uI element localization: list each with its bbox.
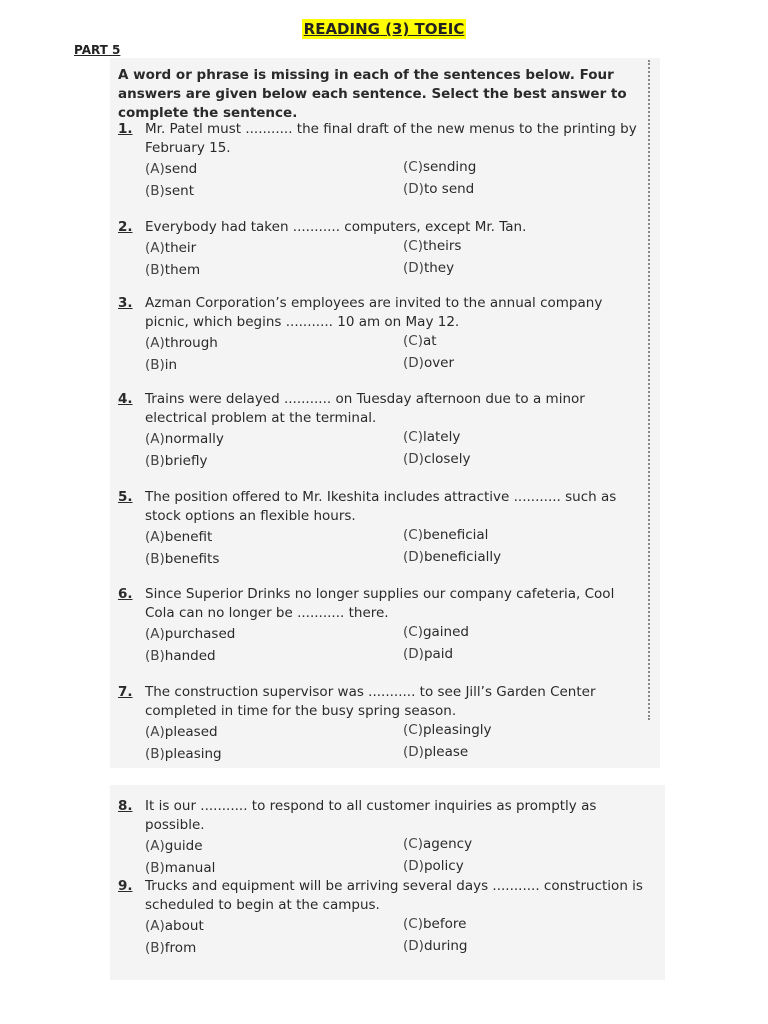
question-4	[118, 390, 648, 472]
option-letter: (C)	[403, 333, 423, 349]
option-text: agency	[422, 836, 473, 852]
option-d[interactable]	[403, 259, 454, 278]
option-a[interactable]	[145, 239, 196, 258]
option-text: send	[164, 161, 198, 177]
option-letter: (D)	[403, 549, 424, 565]
option-text: to send	[423, 181, 475, 197]
option-text: purchased	[164, 626, 236, 642]
question-text: The position offered to Mr. Ikeshita includes attractive ........... such as stock options an flexible hours.	[145, 489, 617, 524]
option-letter: (C)	[403, 527, 423, 543]
question-8	[118, 797, 648, 879]
option-text: policy	[423, 858, 464, 874]
option-b[interactable]	[145, 182, 194, 201]
question-5	[118, 488, 648, 570]
option-letter: (B)	[145, 262, 165, 278]
option-letter: (B)	[145, 648, 165, 664]
option-text: guide	[164, 838, 203, 854]
option-text: they	[423, 260, 455, 276]
question-line	[118, 120, 648, 158]
option-text: sending	[422, 159, 477, 175]
question-line	[118, 585, 648, 623]
page-edge-divider	[648, 60, 650, 720]
answer-options	[145, 158, 648, 202]
option-c[interactable]	[403, 915, 466, 934]
option-text: please	[423, 744, 469, 760]
option-d[interactable]	[403, 743, 468, 762]
question-text: Trucks and equipment will be arriving several days ........... construction is scheduled to begin at the campus.	[145, 878, 643, 913]
option-letter: (D)	[403, 451, 424, 467]
option-letter: (D)	[403, 181, 424, 197]
question-1	[118, 120, 648, 202]
option-letter: (D)	[403, 858, 424, 874]
option-text: beneficially	[423, 549, 502, 565]
question-number: 7.	[118, 684, 133, 700]
question-text: Azman Corporation’s employees are invited to the annual company picnic, which begins ........... 10 am on May 12.	[145, 295, 603, 330]
question-number: 1.	[118, 121, 133, 137]
option-letter: (A)	[145, 161, 165, 177]
option-letter: (B)	[145, 860, 165, 876]
option-letter: (C)	[403, 238, 423, 254]
option-c[interactable]	[403, 721, 492, 740]
option-text: gained	[422, 624, 469, 640]
option-a[interactable]	[145, 837, 203, 856]
question-line	[118, 877, 648, 915]
option-d[interactable]	[403, 937, 468, 956]
option-text: during	[423, 938, 468, 954]
option-letter: (B)	[145, 940, 165, 956]
option-b[interactable]	[145, 859, 215, 878]
option-d[interactable]	[403, 354, 454, 373]
option-text: paid	[423, 646, 454, 662]
option-text: pleasing	[164, 746, 222, 762]
question-text: Mr. Patel must ........... the final draft of the new menus to the printing by February 15.	[145, 121, 637, 156]
answer-options	[145, 835, 648, 879]
option-text: beneficial	[422, 527, 489, 543]
option-letter: (A)	[145, 335, 165, 351]
question-text: It is our ........... to respond to all customer inquiries as promptly as possible.	[145, 798, 597, 833]
option-text: over	[423, 355, 455, 371]
scanned-page-1	[110, 58, 660, 768]
answer-options	[145, 526, 648, 570]
option-text: them	[164, 262, 201, 278]
option-letter: (C)	[403, 722, 423, 738]
question-9	[118, 877, 648, 959]
option-text: benefits	[164, 551, 220, 567]
option-letter: (C)	[403, 916, 423, 932]
option-text: closely	[423, 451, 471, 467]
option-text: before	[422, 916, 467, 932]
option-letter: (B)	[145, 183, 165, 199]
option-a[interactable]	[145, 334, 218, 353]
question-number: 6.	[118, 586, 133, 602]
option-text: briefly	[164, 453, 208, 469]
option-a[interactable]	[145, 917, 204, 936]
option-text: lately	[422, 429, 461, 445]
option-letter: (C)	[403, 624, 423, 640]
question-3	[118, 294, 648, 376]
question-line	[118, 294, 648, 332]
option-c[interactable]	[403, 428, 460, 447]
question-line	[118, 683, 648, 721]
option-c[interactable]	[403, 237, 461, 256]
answer-options	[145, 332, 648, 376]
option-text: pleased	[164, 724, 218, 740]
question-number: 4.	[118, 391, 133, 407]
option-d[interactable]	[403, 180, 474, 199]
option-text: through	[164, 335, 218, 351]
option-a[interactable]	[145, 528, 212, 547]
question-number: 5.	[118, 489, 133, 505]
option-a[interactable]	[145, 723, 218, 742]
option-letter: (A)	[145, 838, 165, 854]
answer-options	[145, 623, 648, 667]
option-letter: (D)	[403, 646, 424, 662]
option-b[interactable]	[145, 647, 216, 666]
answer-options	[145, 237, 648, 281]
question-line	[118, 797, 648, 835]
question-text: The construction supervisor was ........... to see Jill’s Garden Center completed in time for the busy spring season.	[145, 684, 596, 719]
option-text: benefit	[164, 529, 213, 545]
option-letter: (A)	[145, 431, 165, 447]
option-a[interactable]	[145, 430, 224, 449]
option-letter: (B)	[145, 453, 165, 469]
option-c[interactable]	[403, 526, 488, 545]
question-line	[118, 488, 648, 526]
instructions: A word or phrase is missing in each of the sentences below. Four answers are given below each sentence. Select the best answer to complete the sentence.	[118, 67, 627, 121]
option-letter: (B)	[145, 746, 165, 762]
option-letter: (C)	[403, 836, 423, 852]
option-a[interactable]	[145, 625, 235, 644]
option-text: at	[422, 333, 437, 349]
option-text: pleasingly	[422, 722, 492, 738]
question-number: 9.	[118, 878, 133, 894]
option-letter: (D)	[403, 938, 424, 954]
option-text: from	[164, 940, 197, 956]
page-title: READING (3) TOEIC	[303, 20, 465, 38]
option-b[interactable]	[145, 550, 219, 569]
option-letter: (D)	[403, 260, 424, 276]
option-text: in	[164, 357, 178, 373]
option-text: normally	[164, 431, 224, 447]
option-d[interactable]	[403, 645, 453, 664]
option-text: handed	[164, 648, 216, 664]
question-text: Everybody had taken ........... computers, except Mr. Tan.	[145, 219, 527, 235]
answer-options	[145, 428, 648, 472]
question-7	[118, 683, 648, 765]
option-letter: (A)	[145, 724, 165, 740]
question-text: Since Superior Drinks no longer supplies our company cafeteria, Cool Cola can no longer be ........... there.	[145, 586, 615, 621]
option-letter: (A)	[145, 626, 165, 642]
option-d[interactable]	[403, 450, 470, 469]
option-letter: (D)	[403, 744, 424, 760]
answer-options	[145, 721, 648, 765]
question-number: 3.	[118, 295, 133, 311]
option-c[interactable]	[403, 158, 476, 177]
option-text: about	[164, 918, 204, 934]
option-b[interactable]	[145, 356, 177, 375]
part-heading: PART 5	[74, 43, 121, 57]
option-letter: (C)	[403, 159, 423, 175]
option-letter: (A)	[145, 918, 165, 934]
option-letter: (A)	[145, 529, 165, 545]
option-b[interactable]	[145, 745, 222, 764]
option-letter: (B)	[145, 551, 165, 567]
question-line	[118, 390, 648, 428]
option-d[interactable]	[403, 857, 464, 876]
option-a[interactable]	[145, 160, 197, 179]
option-letter: (A)	[145, 240, 165, 256]
question-line	[118, 218, 648, 237]
option-letter: (B)	[145, 357, 165, 373]
scanned-page-2	[110, 785, 665, 980]
option-letter: (D)	[403, 355, 424, 371]
option-c[interactable]	[403, 835, 472, 854]
option-text: theirs	[422, 238, 462, 254]
question-number: 8.	[118, 798, 133, 814]
option-text: their	[164, 240, 197, 256]
option-text: manual	[164, 860, 216, 876]
option-text: sent	[164, 183, 194, 199]
option-letter: (C)	[403, 429, 423, 445]
option-b[interactable]	[145, 452, 207, 471]
question-2	[118, 218, 648, 281]
question-number: 2.	[118, 219, 133, 235]
option-c[interactable]	[403, 332, 437, 351]
option-c[interactable]	[403, 623, 469, 642]
question-6	[118, 585, 648, 667]
question-text: Trains were delayed ........... on Tuesday afternoon due to a minor electrical problem at the terminal.	[145, 391, 585, 426]
option-b[interactable]	[145, 939, 196, 958]
answer-options	[145, 915, 648, 959]
option-d[interactable]	[403, 548, 501, 567]
option-b[interactable]	[145, 261, 200, 280]
